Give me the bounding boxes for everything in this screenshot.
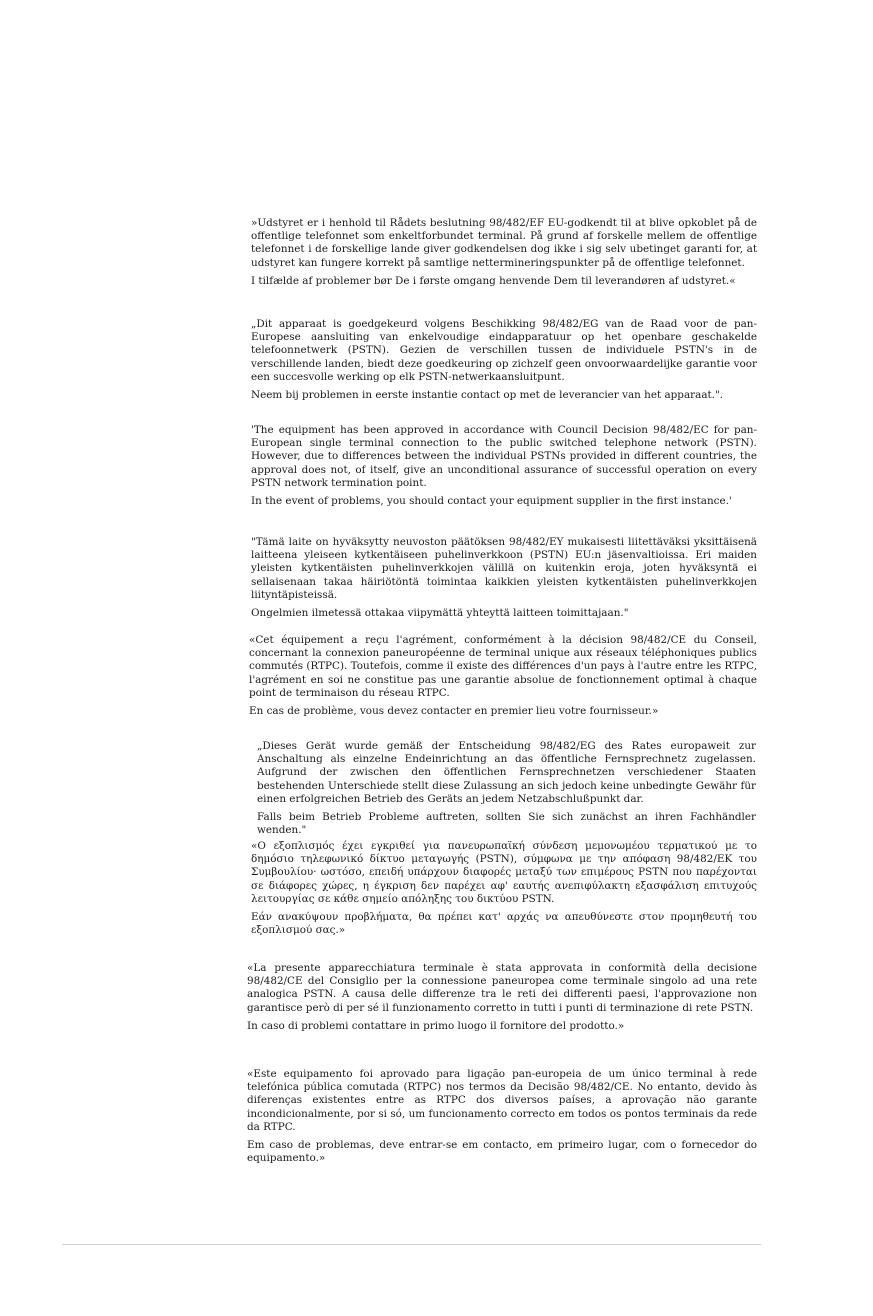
notice-english-body: 'The equipment has been approved in accordance with Council Decision 98/482/EC for pan-European single terminal connection to the public switched telephone network (PSTN). However, due to differences between the individual PSTNs provided in different countries, the approval does not, of itself, give an unconditional assurance of successful operation on every PSTN network termination point. bbox=[251, 424, 757, 489]
notice-dutch-body: „Dit apparaat is goedgekeurd volgens Beschikking 98/482/EG van de Raad voor de pan-Europese aansluiting van enkelvoudige eindapparatuur op het openbare geschakelde telefoonnetwerk (PSTN). Gezien de verschillen tussen de individuele PSTN's in de verschillende landen, biedt deze goedkeuring op zichzelf geen onvoorwaardelijke garantie voor een succesvolle werking op elk PSTN-netwerkaansluitpunt. bbox=[251, 318, 757, 383]
notice-french-body: «Cet équipement a reçu l'agrément, conformément à la décision 98/482/CE du Conseil, concernant la connexion paneuropéenne de terminal unique aux réseaux téléphoniques publics commutés (RTPC). Toutefois, comme il existe des différences d'un pays à l'autre entre les RTPC, l'agrément en soi ne constitue pas une garantie absolue de fonctionnement optimal à chaque point de terminaison du réseau RTPC. bbox=[249, 634, 757, 699]
notice-finnish bbox=[251, 536, 757, 625]
notice-portuguese-body: «Este equipamento foi aprovado para ligação pan-europeia de um único terminal à rede telefónica pública comutada (RTPC) nos termos da Decisão 98/482/CE. No entanto, devido às diferenças existentes entre as RTPC dos diversos países, a aprovação não garante incondicionalmente, por si só, um funcionamento correcto em todos os pontos terminais da rede da RTPC. bbox=[247, 1068, 757, 1133]
notice-french bbox=[249, 634, 757, 723]
notice-italian-contact: In caso di problemi contattare in primo luogo il fornitore del prodotto.» bbox=[247, 1019, 625, 1032]
notice-italian-body: «La presente apparecchiatura terminale è stata approvata in conformità della decisione 98/482/CE del Consiglio per la connessione paneuropea come terminale singolo ad una rete analogica PSTN. A causa delle differenze tra le reti dei differenti paesi, l'approvazione non garantisce però di per sé il funzionamento corretto in tutti i punti di terminazione di rete PSTN. bbox=[247, 962, 757, 1014]
notice-german bbox=[257, 740, 756, 842]
notice-dutch bbox=[251, 318, 757, 407]
notice-german-contact: Falls beim Betrieb Probleme auftreten, sollten Sie sich zunächst an ihren Fachhändler wenden." bbox=[257, 811, 756, 837]
notice-danish-contact: I tilfælde af problemer bør De i første omgang henvende Dem til leverandøren af udstyret.« bbox=[251, 274, 736, 287]
notice-english-contact: In the event of problems, you should contact your equipment supplier in the first instance.' bbox=[251, 495, 732, 508]
footer-divider bbox=[62, 1244, 761, 1245]
notice-greek-contact: Εάν ανακύψουν προβλήματα, θα πρέπει κατ' αρχάς να απευθύνεστε στον προμηθευτή του εξοπλισμού σας.» bbox=[251, 911, 757, 937]
notice-french-contact: En cas de problème, vous devez contacter en premier lieu votre fournisseur.» bbox=[249, 705, 659, 718]
notice-portuguese bbox=[247, 1068, 757, 1170]
notice-dutch-contact: Neem bij problemen in eerste instantie contact op met de leverancier van het apparaat.". bbox=[251, 389, 724, 402]
notice-greek-body: «Ο εξοπλισμός έχει εγκριθεί για πανευρωπαϊκή σύνδεση μεμονωμέου τερματικού με το δημόσιο τηλεφωνικό δίκτυο μεταγωγής (PSTN), σύμφωνα με την απόφαση 98/482/ΕΚ του Συμβουλίου· ωστόσο, επειδή υπάρχουν διαφορές μεταξύ των επιμέρους PSTN που παρέχονται σε διάφορες χώρες, η έγκριση δεν παρέχει αφ' εαυτής ανεπιφύλακτη εξασφάλιση επιτυχούς λειτουργίας σε κάθε σημείο απόληξης του δικτύου PSTN. bbox=[251, 840, 757, 905]
notice-danish-body: »Udstyret er i henhold til Rådets beslutning 98/482/EF EU-godkendt til at blive opkoblet på de offentlige telefonnet som enkeltforbundet terminal. På grund af forskelle mellem de offentlige telefonnet i de forskellige lande giver godkendelsen dog ikke i sig selv ubetinget garanti for, at udstyret kan fungere korrekt på samtlige nettermineringspunkter på de offentlige telefonnet. bbox=[251, 217, 757, 269]
notice-portuguese-contact: Em caso de problemas, deve entrar-se em contacto, em primeiro lugar, com o fornecedor do equipamento.» bbox=[247, 1139, 757, 1165]
notice-italian bbox=[247, 962, 757, 1038]
notice-greek bbox=[251, 840, 757, 942]
notice-finnish-contact: Ongelmien ilmetessä ottakaa viipymättä yhteyttä laitteen toimittajaan." bbox=[251, 607, 629, 620]
notice-german-body: „Dieses Gerät wurde gemäß der Entscheidung 98/482/EG des Rates europaweit zur Anschaltung als einzelne Endeinrichtung an das öffentliche Fernsprechnetz zugelassen. Aufgrund der zwischen den öffentlichen Fernsprechnetzen verschiedener Staaten bestehenden Unterschiede stellt diese Zulassung an sich jedoch keine unbedingte Gewähr für einen erfolgreichen Betrieb des Geräts an jedem Netzabschlußpunkt dar. bbox=[257, 740, 756, 805]
notice-english bbox=[251, 424, 757, 513]
notice-danish bbox=[251, 217, 757, 293]
notice-finnish-body: "Tämä laite on hyväksytty neuvoston päätöksen 98/482/EY mukaisesti liitettäväksi yksittäisenä laitteena yleiseen kytkentäiseen puhelinverkkoon (PSTN) EU:n jäsenvaltioissa. Eri maiden yleisten kytkentäisten puhelinverkkojen välillä on kuitenkin eroja, joten hyväksyntä ei sellaisenaan takaa häiriötöntä toimintaa kaikkien yleisten kytkentäisten puhelinverkkojen liityntäpisteissä. bbox=[251, 536, 757, 601]
